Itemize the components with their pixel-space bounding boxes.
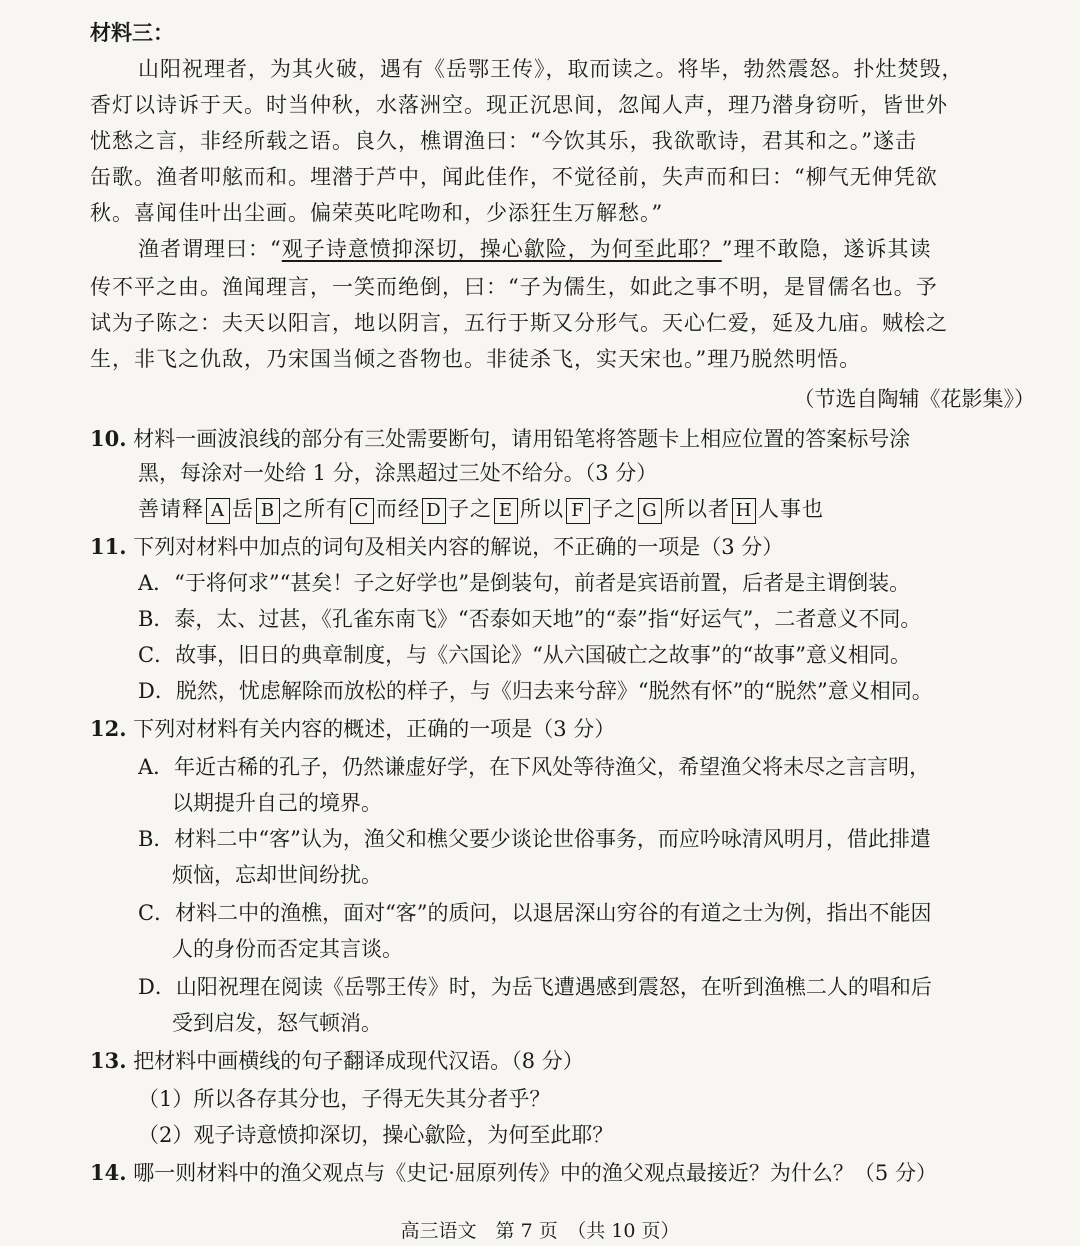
translation-item-2: （2）观子诗意愤抑深切，操心歙险，为何至此耶？ (138, 1123, 614, 1147)
question-12 (90, 714, 1050, 744)
option-b-cont: 烦恼，忘却世间纷扰。 (172, 863, 382, 887)
material-line-underlined (138, 234, 1048, 264)
answer-box-c[interactable]: C (350, 498, 374, 524)
segment: 人事也 (758, 497, 824, 521)
option-b: B．材料二中“客”认为，渔父和樵父要少谈论世俗事务，而应吟咏清风明月，借此排遣 (138, 827, 931, 851)
segment: 而经 (376, 497, 420, 521)
page-footer: 高三语文 第 7 页 （共 10 页） (400, 1220, 680, 1242)
question-number: 12. (90, 716, 127, 741)
segment: 所以 (520, 497, 564, 521)
text: ”理不敢隐，遂诉其读 (721, 237, 932, 261)
answer-box-g[interactable]: G (638, 498, 662, 524)
question-number: 14. (90, 1160, 127, 1185)
material-line: 缶歌。渔者叩舷而和。埋潜于芦中，闻此佳作，不觉径前，失声而和曰：“柳气无伸凭欲 (90, 165, 938, 189)
answer-box-h[interactable]: H (732, 498, 756, 524)
material-line: 山阳祝理者，为其火破，遇有《岳鄂王传》，取而读之。将毕，勃然震怒。扑灶焚毁， (138, 57, 964, 81)
source-citation: （节选自陶辅《花影集》） (793, 387, 1035, 411)
material-line: 生，非飞之仇敌，乃宋国当倾之沓物也。非徒杀飞，实天宋也。”理乃脱然明悟。 (90, 347, 862, 371)
material-line: 传不平之由。渔闻理言，一笑而绝倒，曰：“子为儒生，如此之事不明，是冒儒名也。予 (90, 275, 938, 299)
text: 渔者谓理曰：“ (138, 237, 282, 261)
question-text: 哪一则材料中的渔父观点与《史记·屈原列传》中的渔父观点最接近？为什么？（5 分） (133, 1161, 937, 1185)
segment: 子之 (448, 497, 492, 521)
answer-box-d[interactable]: D (422, 498, 446, 524)
segment: 子之 (592, 497, 636, 521)
segment: 岳 (232, 497, 254, 521)
question-number: 13. (90, 1048, 127, 1073)
material-heading: 材料三： (90, 20, 174, 45)
underlined-sentence: 观子诗意愤抑深切，操心歙险，为何至此耶？ (281, 237, 722, 261)
option-a-cont: 以期提升自己的境界。 (172, 791, 382, 815)
answer-box-b[interactable]: B (256, 498, 280, 524)
option-d: D．脱然，忧虑解除而放松的样子，与《归去来兮辞》“脱然有怀”的“脱然”意义相同。 (138, 679, 933, 703)
option-c: C．故事，旧日的典章制度，与《六国论》“从六国破亡之故事”的“故事”意义相同。 (138, 643, 912, 667)
option-d-cont: 受到启发，怒气顿消。 (172, 1011, 382, 1035)
question-number: 11. (90, 534, 127, 559)
segment: 所以者 (664, 497, 730, 521)
question-10 (90, 424, 1050, 454)
question-text: 下列对材料中加点的词句及相关内容的解说，不正确的一项是（3 分） (133, 535, 784, 559)
option-b: B．泰，太、过甚，《孔雀东南飞》“否泰如天地”的“泰”指“好运气”，二者意义不同。 (138, 607, 922, 631)
question-text: 下列对材料有关内容的概述，正确的一项是（3 分） (133, 717, 616, 741)
material-line: 忧愁之言，非经所载之语。良久，樵谓渔曰：“今饮其乐，我欲歌诗，君其和之。”遂击 (90, 129, 917, 153)
option-a: A．“于将何求”“甚矣！子之好学也”是倒装句，前者是宾语前置，后者是主谓倒装。 (138, 571, 911, 595)
option-c-cont: 人的身份而否定其言谈。 (172, 937, 403, 961)
material-line: 试为子陈之：夫天以阳言，地以阴言，五行于斯又分形气。天心仁爱，延及九庙。贼桧之 (90, 311, 948, 335)
question-text: 把材料中画横线的句子翻译成现代汉语。（8 分） (133, 1049, 584, 1073)
material-line: 秋。喜闻佳叶出尘画。偏荣英叱咤吻和，少添狂生万解愁。” (90, 201, 664, 225)
question-number: 10. (90, 426, 127, 451)
punctuation-options (138, 494, 1048, 524)
question-10-cont: 黑，每涂对一处给 1 分，涂黑超过三处不给分。（3 分） (138, 461, 658, 485)
segment: 善请释 (138, 497, 204, 521)
translation-item-1: （1）所以各存其分也，子得无失其分者乎？ (138, 1087, 551, 1111)
option-c: C．材料二中的渔樵，面对“客”的质问，以退居深山穷谷的有道之士为例，指出不能因 (138, 901, 932, 925)
question-13 (90, 1046, 1050, 1076)
option-a: A．年近古稀的孔子，仍然谦虚好学，在下风处等待渔父，希望渔父将未尽之言言明， (138, 755, 931, 779)
material-line: 香灯以诗诉于天。时当仲秋，水落洲空。现正沉思间，忽闻人声，理乃潜身窃听，皆世外 (90, 93, 948, 117)
question-11 (90, 532, 1050, 562)
question-text: 材料一画波浪线的部分有三处需要断句，请用铅笔将答题卡上相应位置的答案标号涂 (133, 427, 911, 451)
answer-box-a[interactable]: A (206, 498, 230, 524)
segment: 之所有 (282, 497, 348, 521)
option-d: D．山阳祝理在阅读《岳鄂王传》时，为岳飞遭遇感到震怒，在听到渔樵二人的唱和后 (138, 975, 932, 999)
answer-box-e[interactable]: E (494, 498, 518, 524)
question-14 (90, 1158, 1050, 1188)
answer-box-f[interactable]: F (566, 498, 590, 524)
